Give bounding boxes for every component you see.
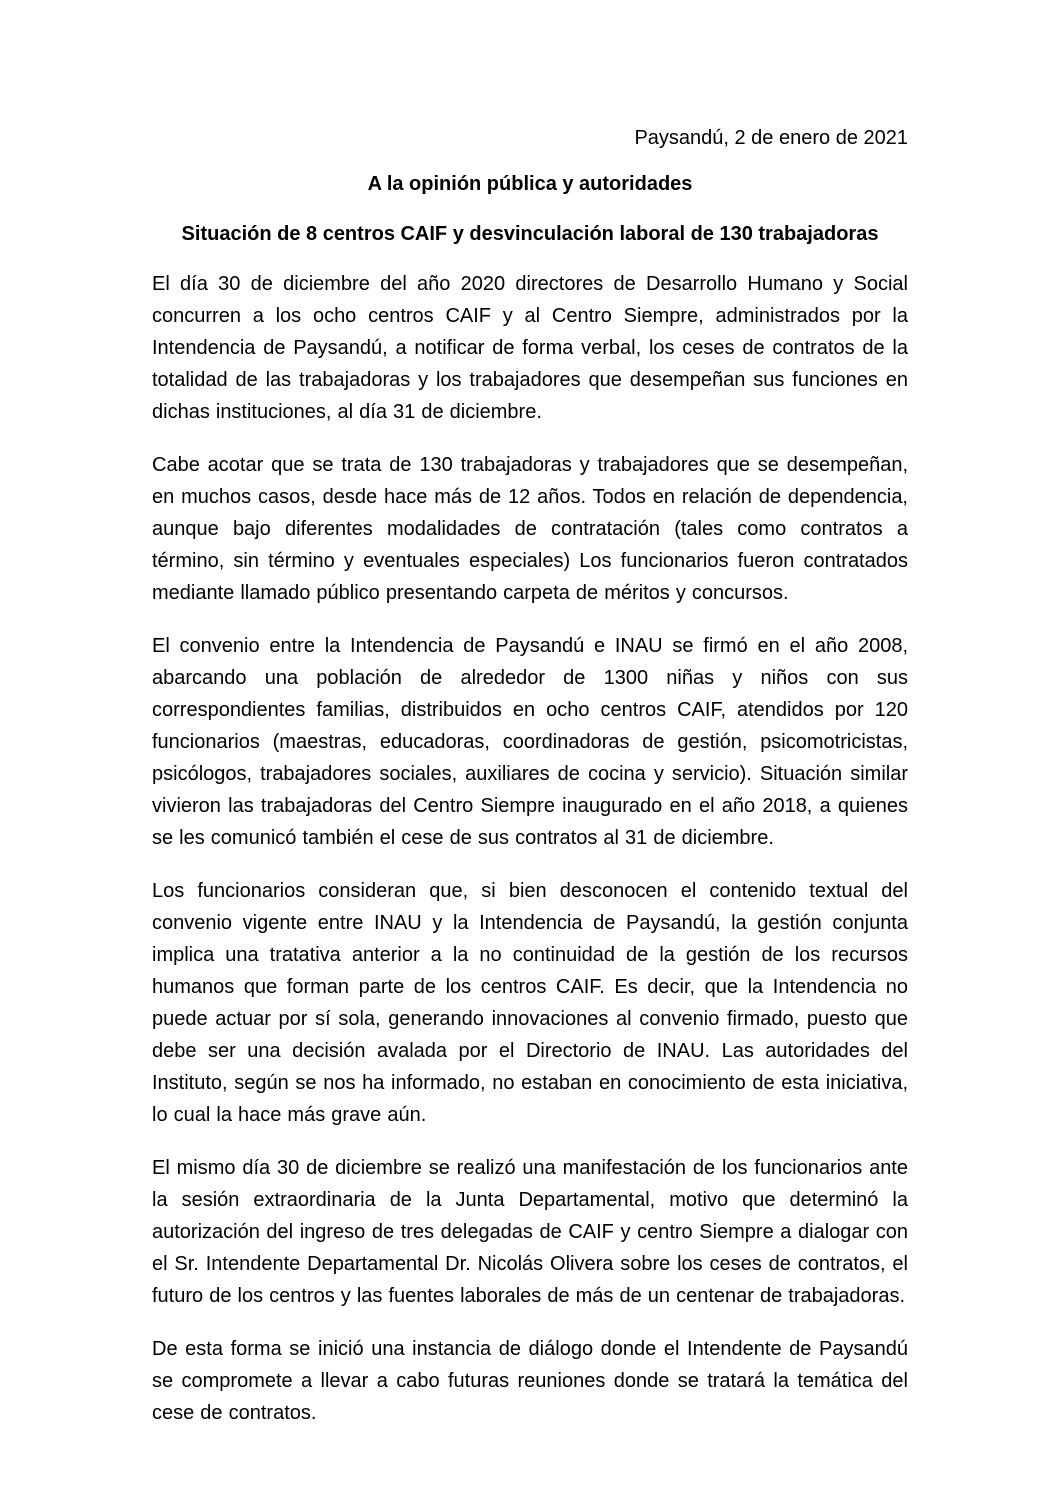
- paragraph: El mismo día 30 de diciembre se realizó una manifestación de los funcionarios ante la sesión extraordinaria de la Junta Departamental, motivo que determinó la autorización del ingreso de tres delegadas de CAIF y centro Siempre a dialogar con el Sr. Intendente Departamental Dr. Nicolás Olivera sobre los ceses de contratos, el futuro de los centros y las fuentes laborales de más de un centenar de trabajadoras.: [152, 1157, 908, 1307]
- heading-salutation: A la opinión pública y autoridades: [367, 173, 693, 195]
- paragraph: El convenio entre la Intendencia de Paysandú e INAU se firmó en el año 2008, abarcando una población de alrededor de 1300 niñas y niños con sus correspondientes familias, distribuidos en ocho centros CAIF, atendidos por 120 funcionarios (maestras, educadoras, coordinadoras de gestión, psicomotricistas, psicólogos, trabajadores sociales, auxiliares de cocina y servicio). Situación similar vivieron las trabajadoras del Centro Siempre inaugurado en el año 2018, a quienes se les comunicó también el cese de sus contratos al 31 de diciembre.: [152, 635, 908, 849]
- heading-title: Situación de 8 centros CAIF y desvinculación laboral de 130 trabajadoras: [181, 223, 879, 245]
- paragraph: El día 30 de diciembre del año 2020 directores de Desarrollo Humano y Social concurren a los ocho centros CAIF y al Centro Siempre, administrados por la Intendencia de Paysandú, a notificar de forma verbal, los ceses de contratos de la totalidad de las trabajadoras y los trabajadores que desempeñan sus funciones en dichas instituciones, al día 31 de diciembre.: [152, 273, 908, 423]
- date-line: Paysandú, 2 de enero de 2021: [634, 127, 908, 149]
- paragraph: De esta forma se inició una instancia de diálogo donde el Intendente de Paysandú se compromete a llevar a cabo futuras reuniones donde se tratará la temática del cese de contratos.: [152, 1338, 908, 1424]
- document-body: [152, 268, 908, 1429]
- paragraph: Cabe acotar que se trata de 130 trabajadoras y trabajadores que se desempeñan, en muchos casos, desde hace más de 12 años. Todos en relación de dependencia, aunque bajo diferentes modalidades de contratación (tales como contratos a término, sin término y eventuales especiales) Los funcionarios fueron contratados mediante llamado público presentando carpeta de méritos y concursos.: [152, 454, 908, 604]
- paragraph: Los funcionarios consideran que, si bien desconocen el contenido textual del convenio vigente entre INAU y la Intendencia de Paysandú, la gestión conjunta implica una tratativa anterior a la no continuidad de la gestión de los recursos humanos que forman parte de los centros CAIF. Es decir, que la Intendencia no puede actuar por sí sola, generando innovaciones al convenio firmado, puesto que debe ser una decisión avalada por el Directorio de INAU. Las autoridades del Instituto, según se nos ha informado, no estaban en conocimiento de esta iniciativa, lo cual la hace más grave aún.: [152, 880, 908, 1126]
